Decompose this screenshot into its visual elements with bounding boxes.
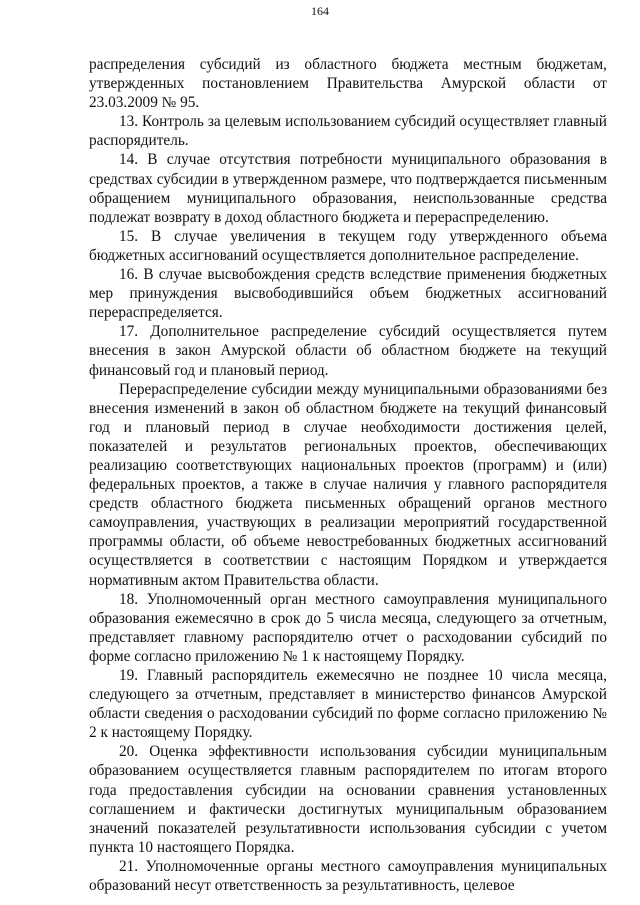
paragraph-continuation: распределения субсидий из областного бюджета местным бюджетам, утвержденных постановлением Правительства Амурской области от 23.03.2009 № 95.: [89, 56, 607, 112]
paragraph-18: 18. Уполномоченный орган местного самоуправления муниципального образования ежемесячно в срок до 5 числа месяца, следующего за отчетным, представляет главному распорядителю отчет о расходовании субсидий по форме согласно приложению № 1 к настоящему Порядку.: [89, 590, 607, 665]
paragraph-19: 19. Главный распорядитель ежемесячно не позднее 10 числа месяца, следующего за отчетным, представляет в министерство финансов Амурской области сведения о расходовании субсидий по форме согласно приложению № 2 к настоящему Порядку.: [89, 667, 607, 742]
paragraph-21: 21. Уполномоченные органы местного самоуправления муниципальных образований несут ответственность за результативность, целевое: [89, 857, 607, 895]
paragraph-17: 17. Дополнительное распределение субсидий осуществляется путем внесения в закон Амурской области об областном бюджете на текущий финансовый год и плановый период.: [89, 323, 607, 379]
paragraph-16: 16. В случае высвобождения средств вследствие применения бюджетных мер принуждения высвободившийся объем бюджетных ассигнований перераспределяется.: [89, 266, 607, 322]
document-body: [89, 55, 607, 895]
paragraph-15: 15. В случае увеличения в текущем году утвержденного объема бюджетных ассигнований осуществляется дополнительное распределение.: [89, 227, 607, 264]
paragraph-14: 14. В случае отсутствия потребности муниципального образования в средствах субсидии в утвержденном размере, что подтверждается письменным обращением муниципального образования, неиспользованные средства подлежат возврату в доход областного бюджета и перераспределению.: [89, 151, 607, 226]
page-number: 164: [311, 4, 329, 18]
paragraph-17-redistribution: Перераспределение субсидии между муниципальными образованиями без внесения изменений в закон об областном бюджете на текущий финансовый год и плановый период в случае необходимости достижения целей, показателей и результатов региональных проектов, обеспечивающих реализацию соответствующих национальных проектов (программ) и (или) федеральных проектов, а также в случае наличия у главного распорядителя средств областного бюджета письменных обращений органов местного самоуправления, участвующих в реализации мероприятий государственной программы области, об объеме невостребованных бюджетных ассигнований осуществляется в соответствии с настоящим Порядком и утверждается нормативным актом Правительства области.: [89, 380, 607, 589]
paragraph-20: 20. Оценка эффективности использования субсидии муниципальным образованием осуществляется главным распорядителем по итогам второго года предоставления субсидии на основании сравнения установленных соглашением и фактически достигнутых муниципальным образованием значений показателей результативности использования субсидии с учетом пункта 10 настоящего Порядка.: [89, 743, 607, 856]
paragraph-13: 13. Контроль за целевым использованием субсидий осуществляет главный распорядитель.: [89, 113, 607, 150]
